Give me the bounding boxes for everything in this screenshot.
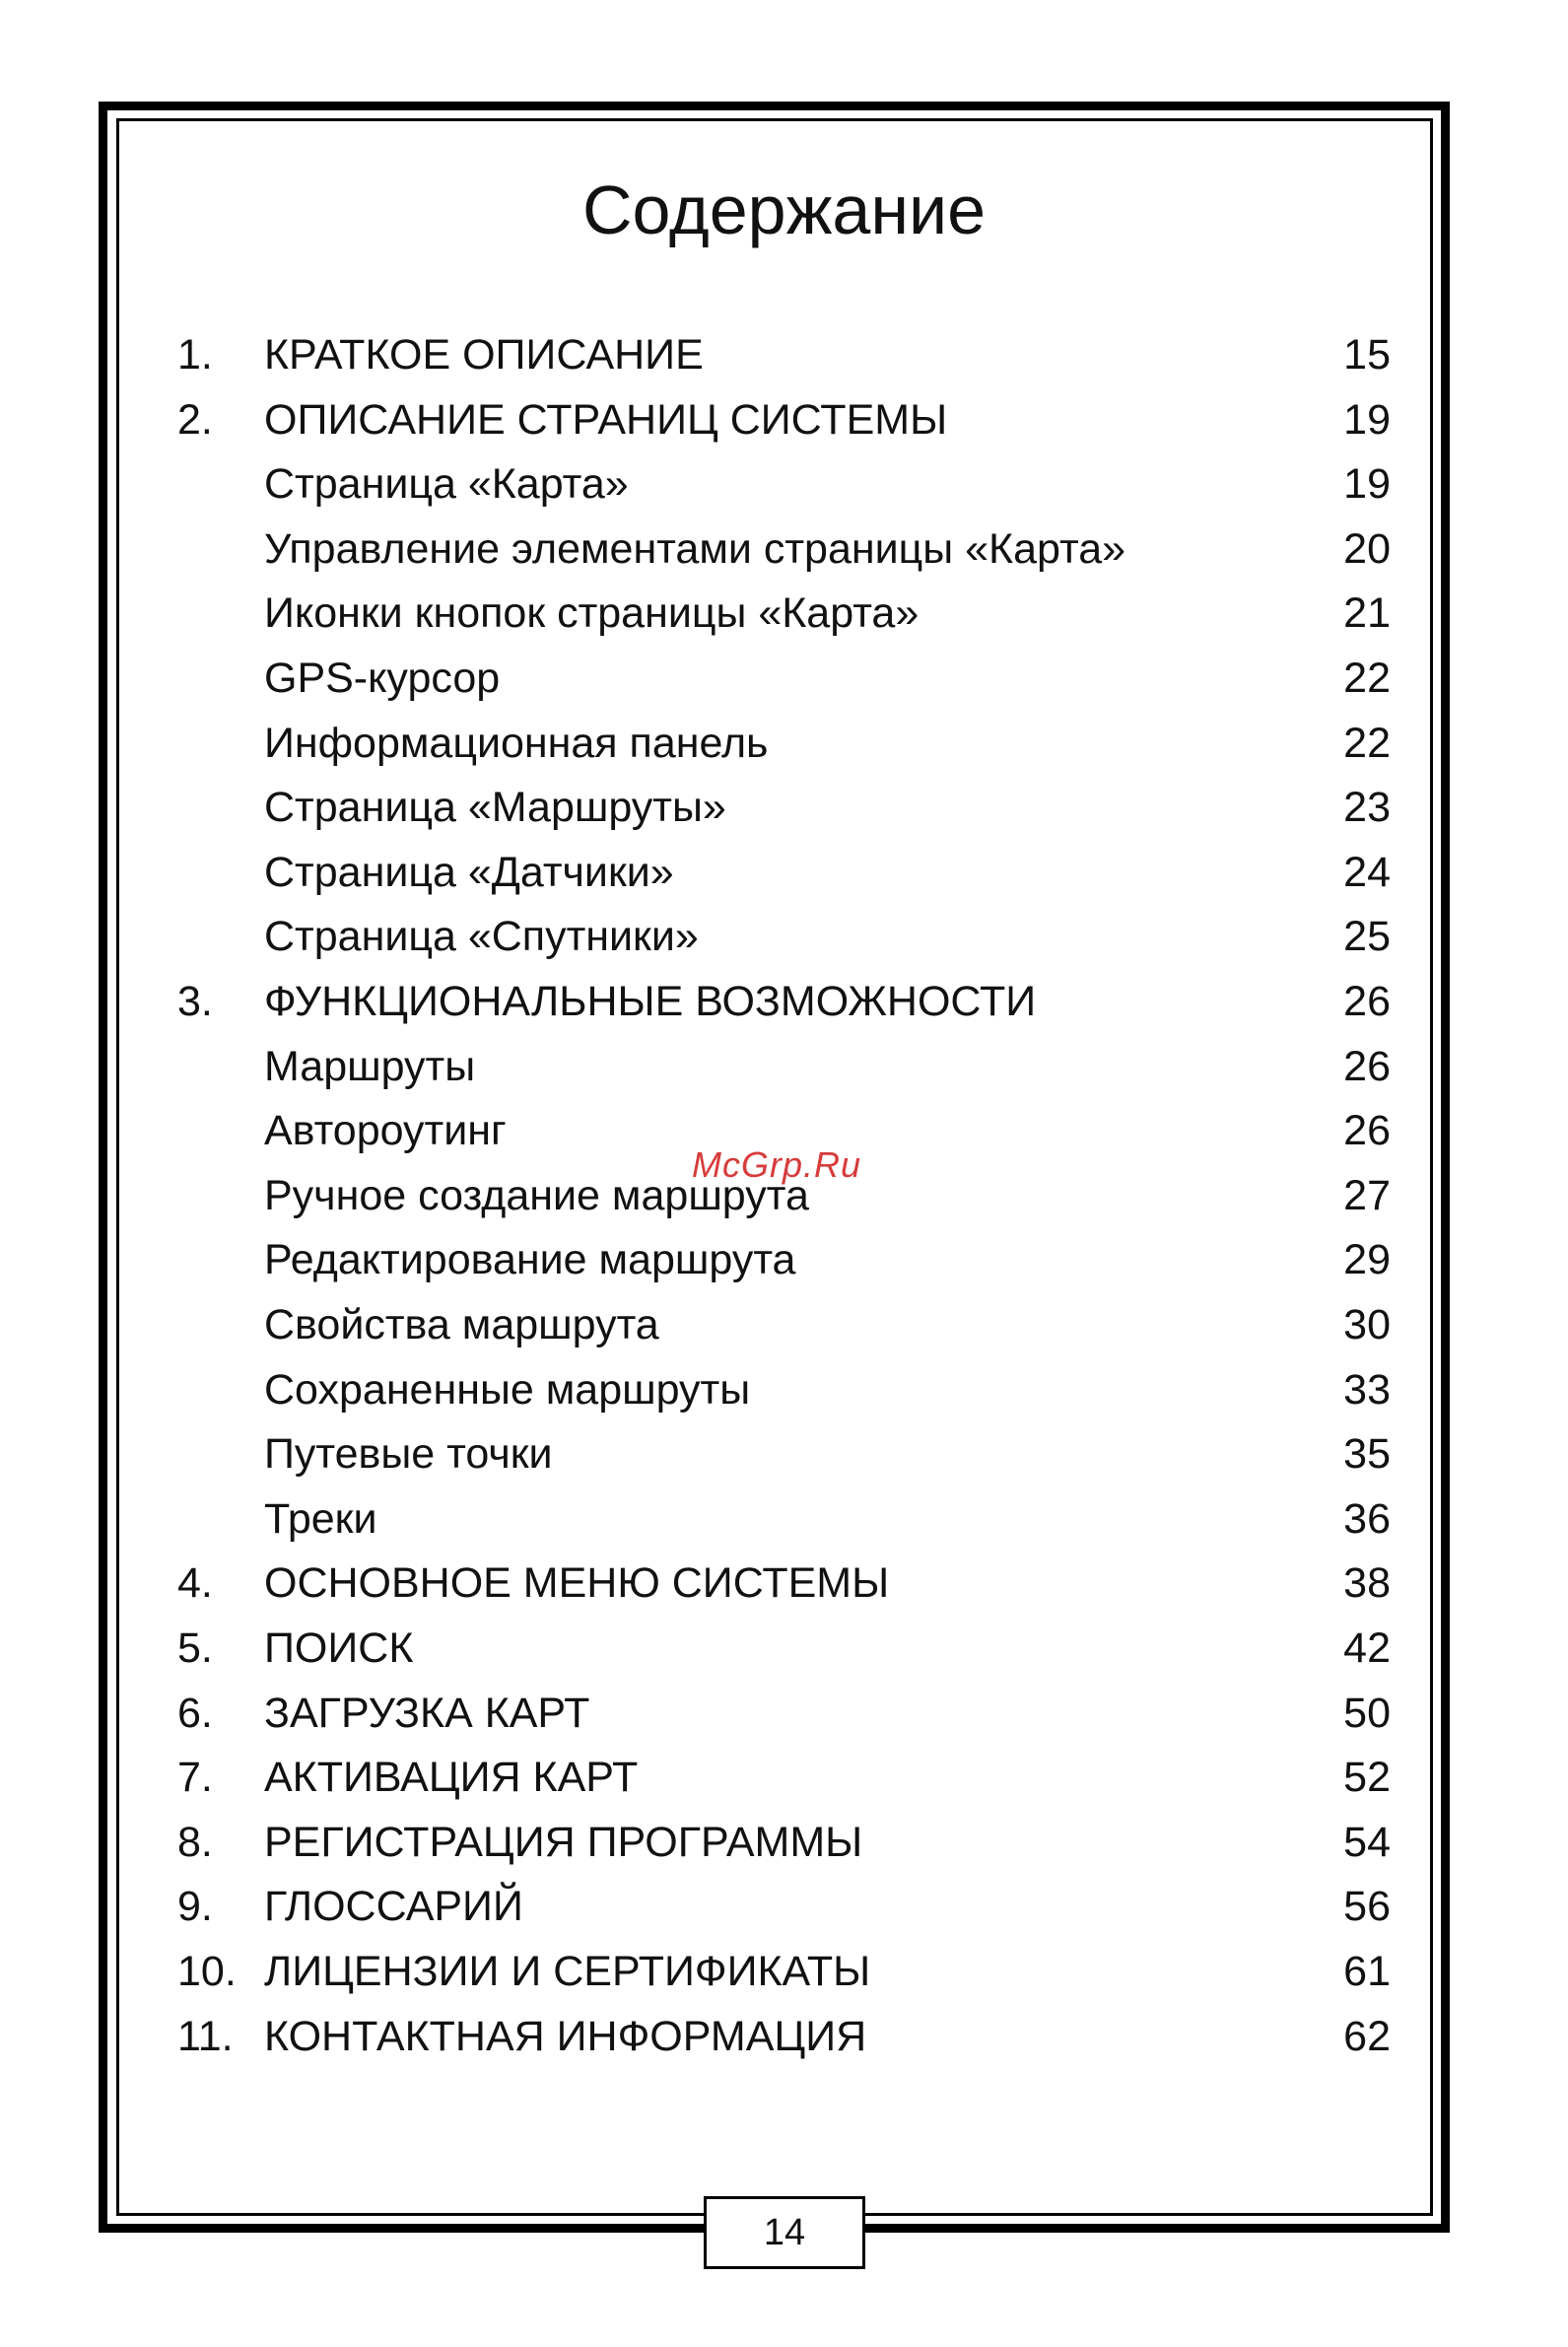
page-title: Содержание	[581, 172, 987, 248]
toc-entry-title: Страница «Спутники»	[264, 913, 699, 961]
toc-entry[interactable]	[177, 649, 1395, 708]
toc-entry[interactable]	[177, 907, 1395, 966]
toc-entry[interactable]	[177, 778, 1395, 837]
toc-entry-page: 26	[1343, 1042, 1391, 1090]
toc-entry-page: 29	[1343, 1236, 1391, 1284]
toc-entry[interactable]	[177, 1424, 1395, 1484]
toc-entry-page: 62	[1343, 2012, 1391, 2060]
toc-entry-page: 20	[1343, 524, 1391, 573]
toc-entry-page: 27	[1343, 1171, 1391, 1219]
toc-entry[interactable]	[177, 584, 1395, 643]
toc-entry[interactable]	[177, 972, 1395, 1031]
toc-entry[interactable]	[177, 1684, 1395, 1743]
toc-entry[interactable]	[177, 325, 1395, 384]
toc-entry-page: 42	[1343, 1624, 1391, 1672]
toc-entry-number: 11.	[177, 2012, 234, 2060]
toc-entry[interactable]	[177, 1553, 1395, 1613]
toc-entry-title: КОНТАКТНАЯ ИНФОРМАЦИЯ	[264, 2012, 867, 2060]
toc-entry-title: Страница «Датчики»	[264, 848, 674, 896]
toc-entry-page: 15	[1343, 331, 1391, 379]
toc-entry-page: 56	[1343, 1883, 1391, 1931]
toc-entry-title: АКТИВАЦИЯ КАРТ	[264, 1754, 639, 1802]
toc-entry[interactable]	[177, 1360, 1395, 1419]
toc-entry-number: 10.	[177, 1948, 237, 1995]
toc-entry[interactable]	[177, 1748, 1395, 1807]
toc-entry[interactable]	[177, 1813, 1395, 1872]
toc-entry-page: 21	[1343, 589, 1391, 638]
toc-entry-title: Информационная панель	[264, 719, 769, 767]
toc-entry-page: 26	[1343, 978, 1391, 1025]
toc-entry-page: 22	[1343, 655, 1391, 702]
toc-entry-page: 30	[1343, 1301, 1391, 1348]
toc-entry-title: Треки	[264, 1494, 377, 1543]
toc-entry-title: ОПИСАНИЕ СТРАНИЦ СИСТЕМЫ	[264, 395, 948, 444]
toc-entry[interactable]	[177, 843, 1395, 902]
toc-entry[interactable]	[177, 1230, 1395, 1289]
toc-entry-page: 35	[1343, 1430, 1391, 1479]
toc-entry-title: Ручное создание маршрута	[264, 1171, 809, 1219]
toc-entry-page: 22	[1343, 719, 1391, 767]
toc-entry[interactable]	[177, 1619, 1395, 1678]
toc-entry-title: ОСНОВНОЕ МЕНЮ СИСТЕМЫ	[264, 1559, 890, 1608]
toc-entry-title: Иконки кнопок страницы «Карта»	[264, 589, 920, 638]
toc-entry-title: Путевые точки	[264, 1430, 553, 1479]
toc-entry-number: 5.	[177, 1624, 213, 1672]
toc-entry-title: Управление элементами страницы «Карта»	[264, 524, 1126, 573]
toc-entry-title: КРАТКОЕ ОПИСАНИЕ	[264, 331, 704, 379]
toc-entry-title: Редактирование маршрута	[264, 1236, 796, 1284]
toc-entry-page: 54	[1343, 1818, 1391, 1866]
toc-entry-number: 3.	[177, 978, 213, 1025]
toc-entry-title: ФУНКЦИОНАЛЬНЫЕ ВОЗМОЖНОСТИ	[264, 978, 1037, 1025]
toc-entry-title: Маршруты	[264, 1042, 476, 1090]
toc-entry-title: Свойства маршрута	[264, 1301, 659, 1348]
toc-entry-number: 6.	[177, 1689, 213, 1737]
watermark: McGrp.Ru	[692, 1144, 862, 1185]
toc-entry-page: 19	[1343, 395, 1391, 444]
toc-entry-number: 7.	[177, 1754, 213, 1802]
toc-entry-page: 36	[1343, 1494, 1391, 1543]
toc-entry-title: ЛИЦЕНЗИИ И СЕРТИФИКАТЫ	[264, 1948, 871, 1995]
toc-entry-title: РЕГИСТРАЦИЯ ПРОГРАММЫ	[264, 1818, 863, 1866]
toc-entry[interactable]	[177, 2007, 1395, 2066]
toc-entry-number: 9.	[177, 1883, 213, 1931]
page-number: 14	[704, 2196, 865, 2269]
toc-entry[interactable]	[177, 1877, 1395, 1936]
toc-entry[interactable]	[177, 390, 1395, 449]
toc-entry-page: 26	[1343, 1107, 1391, 1155]
toc-entry-title: Страница «Маршруты»	[264, 784, 726, 832]
toc-entry[interactable]	[177, 1037, 1395, 1096]
toc-entry-number: 8.	[177, 1818, 213, 1866]
toc-entry-title: Автороутинг	[264, 1107, 507, 1155]
toc-entry[interactable]	[177, 519, 1395, 579]
toc-entry-page: 19	[1343, 460, 1391, 509]
toc-entry-title: Страница «Карта»	[264, 460, 629, 509]
toc-entry-page: 38	[1343, 1559, 1391, 1608]
toc-entry-title: ГЛОССАРИЙ	[264, 1883, 523, 1931]
toc-entry-number: 1.	[177, 331, 213, 379]
toc-entry-title: GPS-курсор	[264, 655, 501, 702]
toc-entry[interactable]	[177, 714, 1395, 773]
toc-entry-number: 2.	[177, 395, 213, 444]
toc-entry-title: Сохраненные маршруты	[264, 1365, 751, 1414]
toc-entry-page: 24	[1343, 848, 1391, 896]
toc-entry-page: 61	[1343, 1948, 1391, 1995]
toc-entry-title: ПОИСК	[264, 1624, 414, 1672]
toc-entry-page: 23	[1343, 784, 1391, 832]
toc-entry-page: 25	[1343, 913, 1391, 961]
toc-entry-page: 50	[1343, 1689, 1391, 1737]
toc-entry-number: 4.	[177, 1559, 213, 1608]
toc-entry[interactable]	[177, 1295, 1395, 1354]
toc-entry[interactable]	[177, 454, 1395, 514]
toc-entry[interactable]	[177, 1942, 1395, 2001]
toc-entry[interactable]	[177, 1489, 1395, 1549]
toc-entry-page: 52	[1343, 1754, 1391, 1802]
toc-entry-title: ЗАГРУЗКА КАРТ	[264, 1689, 590, 1737]
toc-entry-page: 33	[1343, 1365, 1391, 1414]
